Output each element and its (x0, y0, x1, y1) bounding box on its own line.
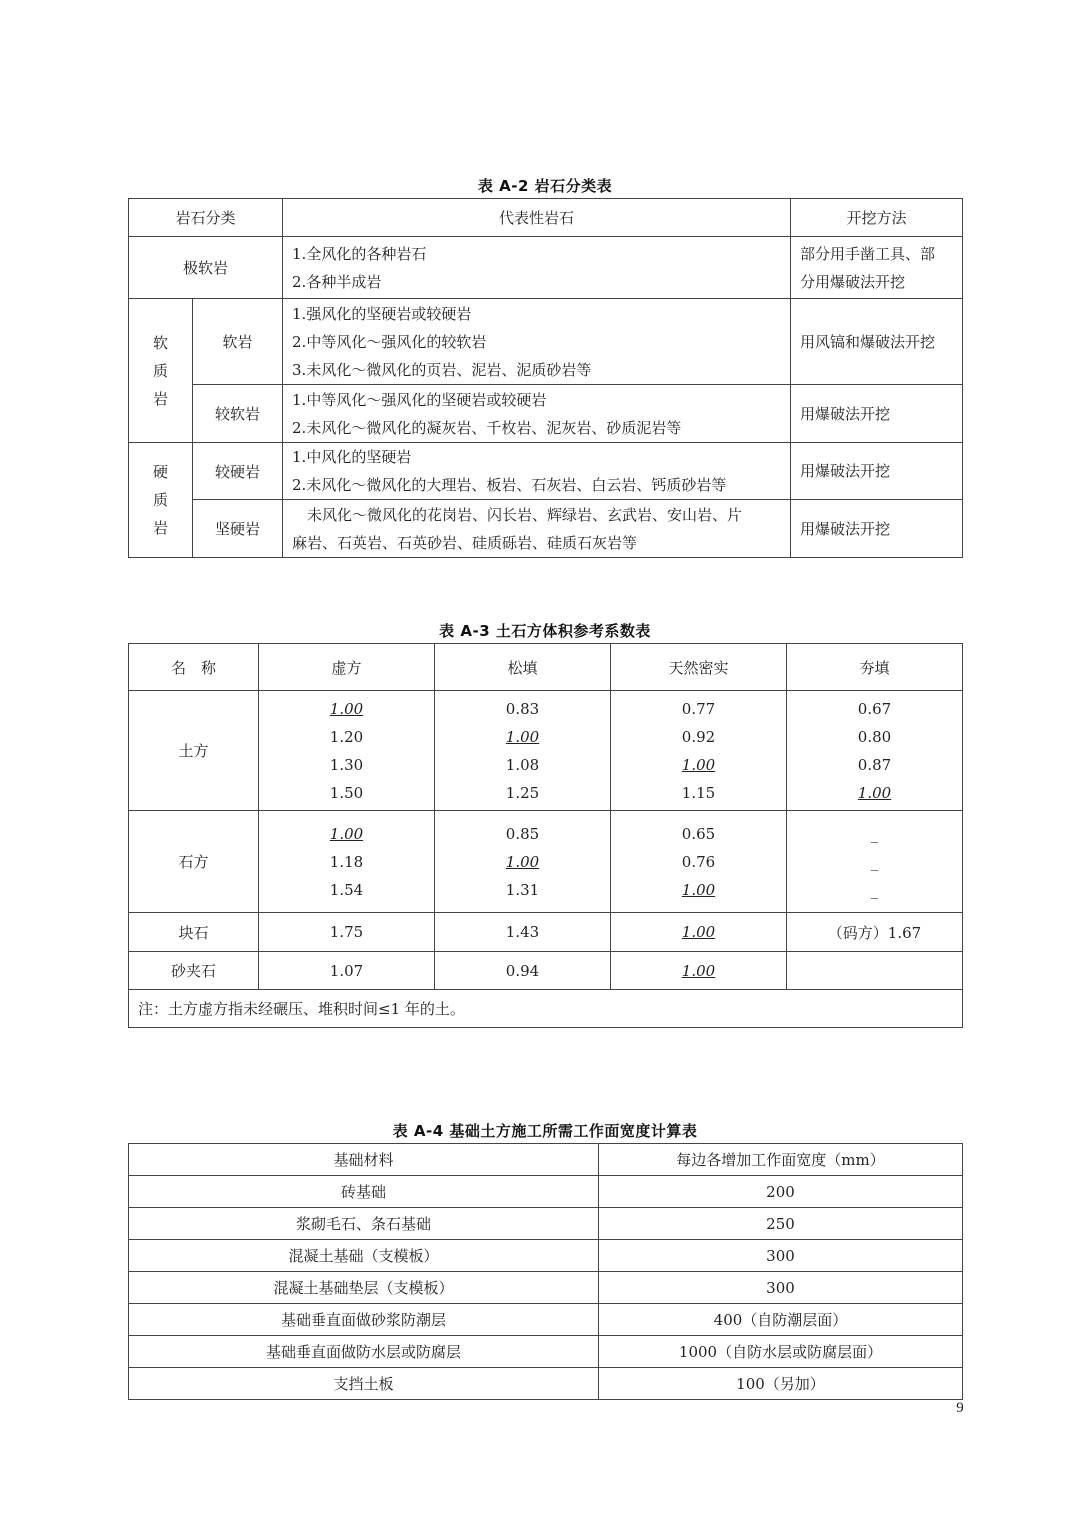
method-line: 部分用手凿工具、部 (800, 244, 936, 263)
group-label: 软质岩 (153, 333, 169, 408)
method-line: 用爆破法开挖 (800, 462, 891, 480)
coef-value: 1.00 (681, 880, 716, 899)
coef-value: 1.43 (435, 913, 611, 952)
rock-example-line: 2.未风化～微风化的大理岩、板岩、石灰岩、白云岩、钙质砂岩等 (292, 476, 727, 494)
rock-label: 软岩 (193, 299, 283, 385)
header-foundation-material: 基础材料 (129, 1144, 599, 1176)
header-added-width: 每边各增加工作面宽度（mm） (599, 1144, 963, 1176)
coef-cell (611, 811, 787, 913)
coef-value: 1.75 (259, 913, 435, 952)
header-rock-class: 岩石分类 (129, 199, 283, 237)
coef-cell (259, 691, 435, 811)
method-line: 用爆破法开挖 (800, 519, 891, 538)
coef-value: 1.18 (329, 852, 364, 871)
coef-value: 0.87 (857, 755, 892, 774)
header-loose: 虚方 (259, 644, 435, 691)
coef-value: 0.80 (857, 727, 892, 746)
material-name: 砂夹石 (129, 952, 259, 990)
coef-value: 1.30 (329, 755, 364, 774)
excavation-method (791, 385, 963, 443)
rock-example-line: 2.中等风化～强风化的较软岩 (292, 332, 487, 351)
rock-examples (283, 500, 791, 558)
material-name: 土方 (129, 691, 259, 811)
rock-examples (283, 299, 791, 385)
coef-value: 0.83 (505, 699, 540, 718)
added-width: 250 (599, 1208, 963, 1240)
rock-examples (283, 443, 791, 500)
added-width: 400（自防潮层面） (599, 1304, 963, 1336)
coef-value: 0.76 (681, 852, 716, 871)
coef-value: 1.00 (505, 852, 540, 871)
rock-example-line: 1.强风化的坚硬岩或较硬岩 (292, 304, 472, 323)
coef-value: 1.00 (681, 961, 716, 980)
foundation-material: 基础垂直面做砂浆防潮层 (129, 1304, 599, 1336)
volume-coefficient-table (128, 643, 963, 1028)
coef-value: 1.00 (329, 699, 364, 718)
added-width: 200 (599, 1176, 963, 1208)
material-name: 块石 (129, 913, 259, 952)
excavation-method (791, 500, 963, 558)
rock-example-line: 1.中等风化～强风化的坚硬岩或较硬岩 (292, 390, 547, 409)
method-line: 分用爆破法开挖 (800, 272, 906, 291)
header-loose-fill: 松填 (435, 644, 611, 691)
rock-example-line: 1.中风化的坚硬岩 (292, 448, 412, 466)
coef-value: _ (870, 824, 879, 843)
added-width: 300 (599, 1272, 963, 1304)
coef-value: 1.00 (681, 923, 716, 941)
method-line: 用风镐和爆破法开挖 (800, 332, 936, 351)
coef-value: 1.20 (329, 727, 364, 746)
header-natural-dense: 天然密实 (611, 644, 787, 691)
coef-value: 0.67 (857, 699, 892, 718)
group-hard-rock (129, 443, 193, 558)
coef-cell (787, 691, 963, 811)
coef-value: 0.85 (505, 824, 540, 843)
coef-value: 1.00 (857, 783, 892, 802)
coef-cell (259, 811, 435, 913)
header-compacted-fill: 夯填 (787, 644, 963, 691)
coef-value: 1.54 (329, 880, 364, 899)
foundation-material: 混凝土基础（支模板） (129, 1240, 599, 1272)
coef-cell (611, 691, 787, 811)
rock-example-line: 1.全风化的各种岩石 (292, 244, 427, 263)
rock-example-line: 2.各种半成岩 (292, 272, 382, 291)
foundation-material: 砖基础 (129, 1176, 599, 1208)
rock-label: 较软岩 (193, 385, 283, 443)
header-name: 名 称 (129, 644, 259, 691)
group-soft-rock (129, 299, 193, 443)
coef-value: 0.77 (681, 699, 716, 718)
table-a4-caption: 表 A-4 基础土方施工所需工作面宽度计算表 (392, 1122, 698, 1140)
rock-example-line: 2.未风化～微风化的凝灰岩、千枚岩、泥灰岩、砂质泥岩等 (292, 418, 682, 437)
foundation-material: 基础垂直面做防水层或防腐层 (129, 1336, 599, 1368)
coef-cell (435, 691, 611, 811)
group-label: 硬质岩 (153, 463, 169, 537)
coef-value: 1.25 (505, 783, 540, 802)
excavation-method (791, 299, 963, 385)
table-a2-caption: 表 A-2 岩石分类表 (477, 177, 613, 195)
rock-label: 极软岩 (129, 237, 283, 299)
coef-value: 1.00 (681, 755, 716, 774)
foundation-material: 混凝土基础垫层（支模板） (129, 1272, 599, 1304)
page-number: 9 (956, 1400, 964, 1416)
coef-value: 1.31 (505, 880, 540, 899)
coef-value: 0.65 (681, 824, 716, 843)
coef-value: 1.15 (681, 783, 716, 802)
rock-example-line: 未风化～微风化的花岗岩、闪长岩、辉绿岩、玄武岩、安山岩、片 (292, 505, 743, 524)
added-width: 300 (599, 1240, 963, 1272)
coef-value: （码方）1.67 (787, 913, 963, 952)
rock-label: 较硬岩 (193, 443, 283, 500)
rock-label: 坚硬岩 (193, 500, 283, 558)
coef-value: _ (870, 880, 879, 899)
rock-example-line: 麻岩、石英岩、石英砂岩、硅质砾岩、硅质石灰岩等 (292, 533, 638, 552)
coef-cell (435, 811, 611, 913)
coef-value: 1.07 (259, 952, 435, 990)
rock-examples (283, 385, 791, 443)
table-note: 注：土方虚方指未经碾压、堆积时间≤1 年的土。 (129, 990, 963, 1028)
coef-value: 1.50 (329, 783, 364, 802)
foundation-material: 支挡土板 (129, 1368, 599, 1400)
table-a3-caption: 表 A-3 土石方体积参考系数表 (439, 622, 651, 640)
rock-example-line: 3.未风化～微风化的页岩、泥岩、泥质砂岩等 (292, 360, 592, 379)
coef-value (787, 952, 963, 990)
added-width: 100（另加） (599, 1368, 963, 1400)
method-line: 用爆破法开挖 (800, 404, 891, 423)
header-excavation-method: 开挖方法 (791, 199, 963, 237)
coef-value: 0.92 (681, 727, 716, 746)
coef-value: 1.08 (505, 755, 540, 774)
added-width: 1000（自防水层或防腐层面） (599, 1336, 963, 1368)
rock-examples (283, 237, 791, 299)
rock-classification-table (128, 198, 963, 558)
coef-value: 1.00 (329, 824, 364, 843)
excavation-method (791, 237, 963, 299)
material-name: 石方 (129, 811, 259, 913)
coef-value: 0.94 (435, 952, 611, 990)
coef-value: _ (870, 852, 879, 871)
coef-value: 1.00 (505, 727, 540, 746)
coef-cell (787, 811, 963, 913)
foundation-material: 浆砌毛石、条石基础 (129, 1208, 599, 1240)
header-representative-rocks: 代表性岩石 (283, 199, 791, 237)
excavation-method (791, 443, 963, 500)
working-face-width-table (128, 1143, 963, 1400)
